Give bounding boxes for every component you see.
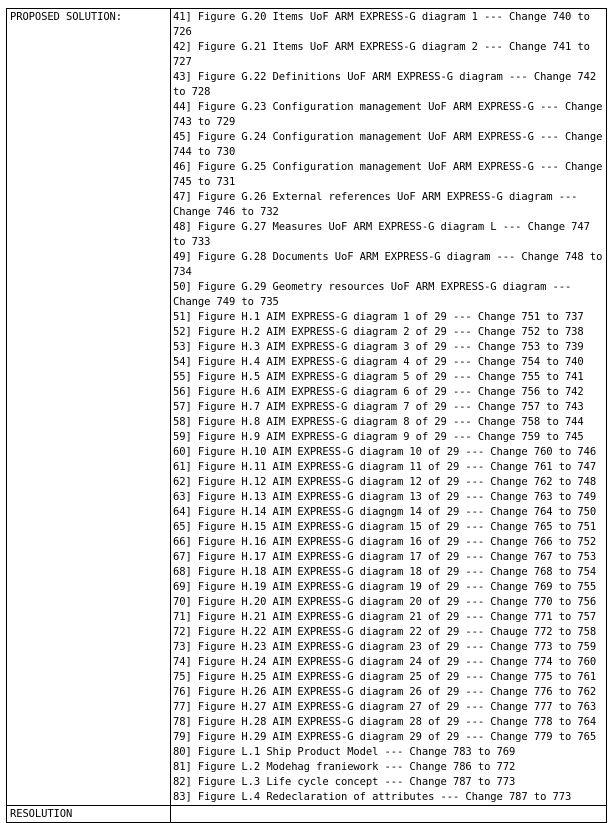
- solution-list-item: 57] Figure H.7 AIM EXPRESS-G diagram 7 of 29 --- Change 757 to 743: [173, 401, 584, 413]
- solution-list-item: 80] Figure L.1 Ship Product Model --- Change 783 to 769: [173, 746, 516, 758]
- solution-list-item: 71] Figure H.21 AIM EXPRESS-G diagram 21 of 29 --- Change 771 to 757: [173, 611, 597, 623]
- proposed-solution-label-cell: [7, 9, 171, 806]
- comment-form-table: [6, 8, 607, 823]
- solution-list-item: 74] Figure H.24 AIM EXPRESS-G diagram 24 of 29 --- Change 774 to 760: [173, 656, 597, 668]
- solution-list-item: 82] Figure L.3 Life cycle concept --- Change 787 to 773: [173, 776, 516, 788]
- solution-list-item: 78] Figure H.28 AIM EXPRESS-G diagram 28 of 29 --- Change 778 to 764: [173, 716, 597, 728]
- solution-list-item: 41] Figure G.20 Items UoF ARM EXPRESS-G diagram 1 --- Change 740 to 726: [173, 11, 590, 38]
- solution-list-item: 48] Figure G.27 Measures UoF ARM EXPRESS-G diagram L --- Change 747 to 733: [173, 221, 590, 248]
- solution-list-item: 65] Figure H.15 AIM EXPRESS-G diagram 15 of 29 --- Change 765 to 751: [173, 521, 597, 533]
- solution-list-item: 55] Figure H.5 AIM EXPRESS-G diagram 5 of 29 --- Change 755 to 741: [173, 371, 584, 383]
- solution-list-item: 81] Figure L.2 Modehag franiework --- Change 786 to 772: [173, 761, 516, 773]
- solution-list-item: 68] Figure H.18 AIM EXPRESS-G diagram 18 of 29 --- Change 768 to 754: [173, 566, 597, 578]
- resolution-label: RESOLUTION: [10, 808, 73, 820]
- solution-list-item: 62] Figure H.12 AIM EXPRESS-G diagram 12 of 29 --- Change 762 to 748: [173, 476, 597, 488]
- solution-list-item: 66] Figure H.16 AIM EXPRESS-G diagram 16 of 29 --- Change 766 to 752: [173, 536, 597, 548]
- solution-list-item: 61] Figure H.11 AIM EXPRESS-G diagram 11 of 29 --- Change 761 to 747: [173, 461, 597, 473]
- solution-list-item: 67] Figure H.17 AIM EXPRESS-G diagram 17 of 29 --- Change 767 to 753: [173, 551, 597, 563]
- proposed-solution-label: PROPOSED SOLUTION:: [10, 11, 122, 23]
- solution-list-item: 69] Figure H.19 AIM EXPRESS-G diagram 19 of 29 --- Change 769 to 755: [173, 581, 597, 593]
- solution-list-item: 72] Figure H.22 AIM EXPRESS-G diagram 22 of 29 --- Chauge 772 to 758: [173, 626, 597, 638]
- solution-list-item: 51] Figure H.1 AIM EXPRESS-G diagram 1 of 29 --- Change 751 to 737: [173, 311, 584, 323]
- resolution-label-cell: [7, 806, 171, 823]
- solution-list-item: 47] Figure G.26 External references UoF ARM EXPRESS-G diagram --- Change 746 to 732: [173, 191, 578, 218]
- solution-list-item: 73] Figure H.23 AIM EXPRESS-G diagram 23 of 29 --- Change 773 to 759: [173, 641, 597, 653]
- solution-list-item: 77] Figure H.27 AIM EXPRESS-G diagram 27 of 29 --- Change 777 to 763: [173, 701, 597, 713]
- solution-list-item: 54] Figure H.4 AIM EXPRESS-G diagram 4 of 29 --- Change 754 to 740: [173, 356, 584, 368]
- solution-list-item: 44] Figure G.23 Configuration management UoF ARM EXPRESS-G --- Change 743 to 729: [173, 101, 603, 128]
- solution-list-item: 76] Figure H.26 AIM EXPRESS-G diagram 26 of 29 --- Change 776 to 762: [173, 686, 597, 698]
- solution-list-item: 59] Figure H.9 AIM EXPRESS-G diagram 9 of 29 --- Change 759 to 745: [173, 431, 584, 443]
- solution-list-item: 49] Figure G.28 Documents UoF ARM EXPRESS-G diagram --- Change 748 to 734: [173, 251, 603, 278]
- solution-list-item: 56] Figure H.6 AIM EXPRESS-G diagram 6 of 29 --- Change 756 to 742: [173, 386, 584, 398]
- solution-list-item: 83] Figure L.4 Redeclaration of attributes --- Change 787 to 773: [173, 791, 572, 803]
- resolution-value-cell: [171, 806, 607, 823]
- proposed-solution-value-cell: [171, 9, 607, 806]
- solution-list-item: 70] Figure H.20 AIM EXPRESS-G diagram 20 of 29 --- Change 770 to 756: [173, 596, 597, 608]
- solution-list-item: 50] Figure G.29 Geometry resources UoF ARM EXPRESS-G diagram --- Change 749 to 735: [173, 281, 572, 308]
- resolution-row: [7, 806, 607, 823]
- proposed-solution-list: [171, 9, 606, 805]
- solution-list-item: 46] Figure G.25 Configuration management UoF ARM EXPRESS-G --- Change 745 to 731: [173, 161, 603, 188]
- solution-list-item: 42] Figure G.21 Items UoF ARM EXPRESS-G diagram 2 --- Change 741 to 727: [173, 41, 590, 68]
- solution-list-item: 63] Figure H.13 AIM EXPRESS-G diagram 13 of 29 --- Change 763 to 749: [173, 491, 597, 503]
- solution-list-item: 58] Figure H.8 AIM EXPRESS-G diagram 8 of 29 --- Change 758 to 744: [173, 416, 584, 428]
- solution-list-item: 45] Figure G.24 Configuration management UoF ARM EXPRESS-G --- Change 744 to 730: [173, 131, 603, 158]
- solution-list-item: 79] Figure H.29 AIM EXPRESS-G diagram 29 of 29 --- Change 779 to 765: [173, 731, 597, 743]
- solution-list-item: 52] Figure H.2 AIM EXPRESS-G diagram 2 of 29 --- Change 752 to 738: [173, 326, 584, 338]
- solution-list-item: 43] Figure G.22 Definitions UoF ARM EXPRESS-G diagram --- Change 742 to 728: [173, 71, 597, 98]
- solution-list-item: 75] Figure H.25 AIM EXPRESS-G diagram 25 of 29 --- Change 775 to 761: [173, 671, 597, 683]
- solution-list-item: 64] Figure H.14 AIM EXPRESS-G diagngm 14 of 29 --- Change 764 to 750: [173, 506, 597, 518]
- solution-list-item: 60] Figure H.10 AIM EXPRESS-G diagram 10 of 29 --- Change 760 to 746: [173, 446, 597, 458]
- solution-list-item: 53] Figure H.3 AIM EXPRESS-G diagram 3 of 29 --- Change 753 to 739: [173, 341, 584, 353]
- proposed-solution-row: [7, 9, 607, 806]
